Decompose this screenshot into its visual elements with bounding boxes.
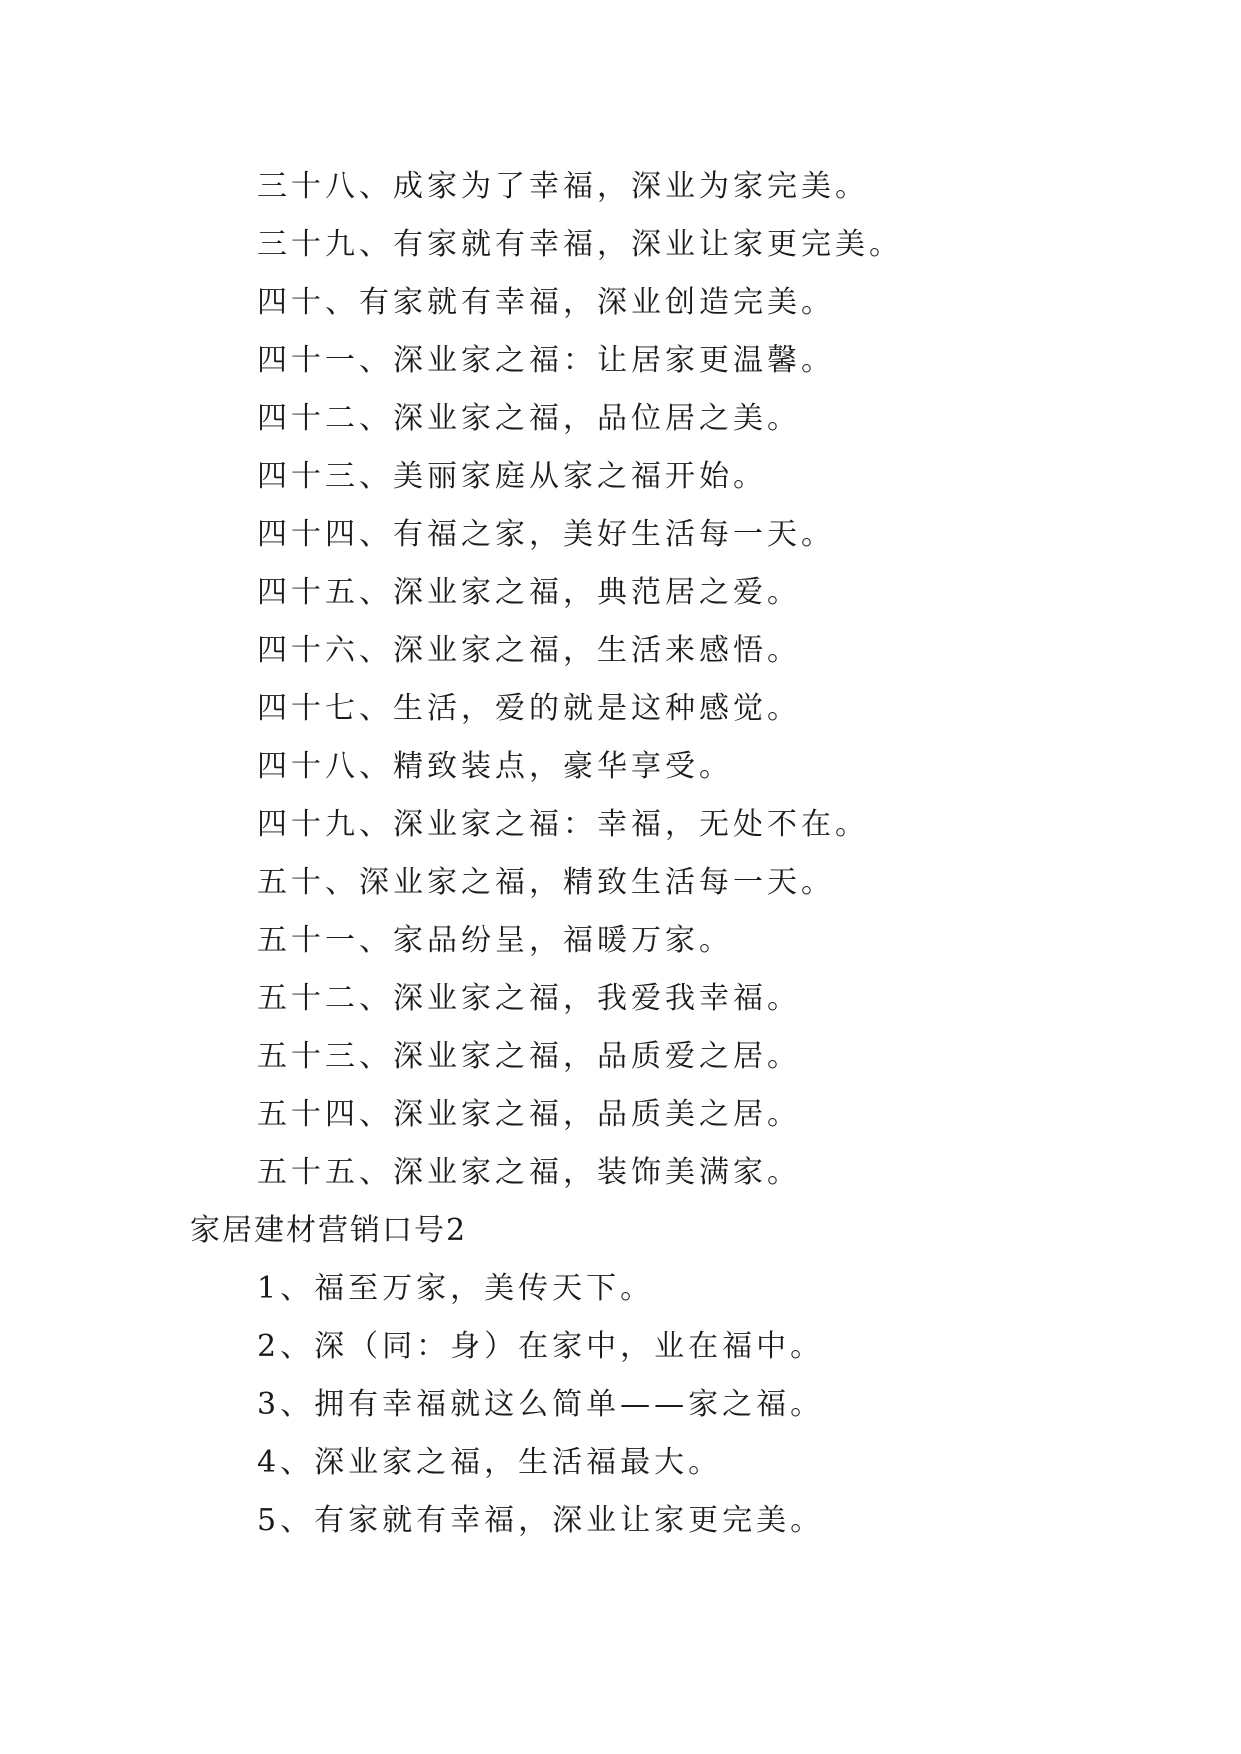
slogan-item-51: 五十一、家品纷呈，福暖万家。 [257,923,733,958]
slogan-item-41: 四十一、深业家之福：让居家更温馨。 [257,343,835,378]
slogan-item-48: 四十八、精致装点，豪华享受。 [257,749,733,784]
slogan-item-2-5: 5、有家就有幸福，深业让家更完美。 [257,1503,825,1538]
slogan-item-46: 四十六、深业家之福，生活来感悟。 [257,633,801,668]
slogan-item-55: 五十五、深业家之福，装饰美满家。 [257,1155,801,1190]
slogan-item-44: 四十四、有福之家，美好生活每一天。 [257,517,835,552]
slogan-item-52: 五十二、深业家之福，我爱我幸福。 [257,981,801,1016]
section-heading: 家居建材营销口号2 [190,1213,468,1248]
slogan-item-45: 四十五、深业家之福，典范居之爱。 [257,575,801,610]
slogan-item-2-4: 4、深业家之福，生活福最大。 [257,1445,723,1480]
slogan-item-54: 五十四、深业家之福，品质美之居。 [257,1097,801,1132]
slogan-item-38: 三十八、成家为了幸福，深业为家完美。 [257,169,869,204]
slogan-item-50: 五十、深业家之福，精致生活每一天。 [257,865,835,900]
slogan-item-47: 四十七、生活，爱的就是这种感觉。 [257,691,801,726]
slogan-list [0,158,1241,1550]
slogan-item-40: 四十、有家就有幸福，深业创造完美。 [257,285,835,320]
slogan-item-53: 五十三、深业家之福，品质爱之居。 [257,1039,801,1074]
slogan-item-2-3: 3、拥有幸福就这么简单——家之福。 [257,1387,825,1422]
slogan-item-2-1: 1、福至万家，美传天下。 [257,1271,655,1306]
slogan-item-42: 四十二、深业家之福，品位居之美。 [257,401,801,436]
slogan-item-49: 四十九、深业家之福：幸福，无处不在。 [257,807,869,842]
slogan-item-43: 四十三、美丽家庭从家之福开始。 [257,459,767,494]
slogan-item-2-2: 2、深（同：身）在家中，业在福中。 [257,1329,825,1364]
slogan-item-39: 三十九、有家就有幸福，深业让家更完美。 [257,227,903,262]
